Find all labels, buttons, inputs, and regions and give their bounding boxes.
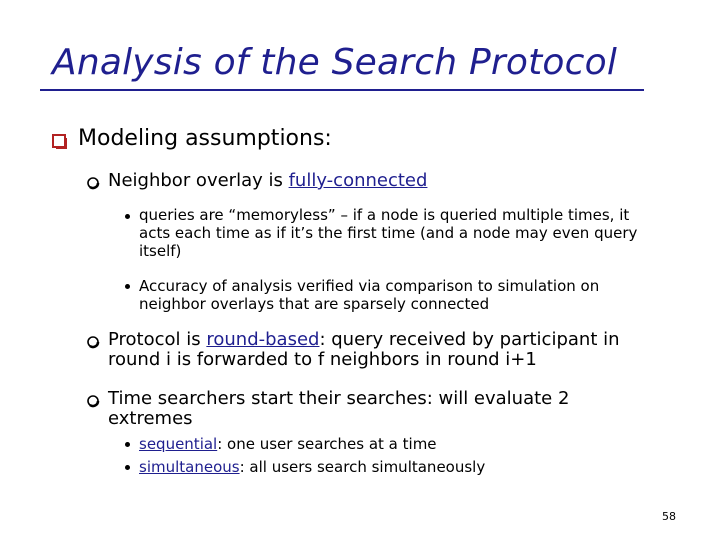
list-item-overlay [108,171,648,191]
circle-bullet-icon [86,335,100,349]
title-underline [40,89,644,91]
square-bullet-icon [52,134,68,150]
item-text: Neighbor overlay is [108,170,289,191]
page-number: 58 [662,510,676,523]
dot-bullet-icon [125,284,130,289]
item-text: : query received by participant in round i is forwarded to f neighbors in round i+1 [108,329,620,370]
sequential-link[interactable]: sequential [139,435,218,453]
sub-item-accuracy: Accuracy of analysis verified via comparison to simulation on neighbor overlays that are sparsely connected [139,277,600,313]
item-text: : one user searches at a time [217,435,437,453]
dot-bullet-icon [125,214,130,219]
dot-bullet-icon [125,442,130,447]
list-item-round-based [108,330,648,370]
list-item-time-searchers: Time searchers start their searches: will evaluate 2 extremes [108,388,570,429]
sub-item-simultaneous [139,458,659,476]
item-text: : all users search simultaneously [239,458,486,476]
sub-item-sequential [139,435,659,453]
slide-title: Analysis of the Search Protocol [52,42,618,83]
simultaneous-link[interactable]: simultaneous [139,458,240,476]
fully-connected-link[interactable]: fully-connected [288,170,428,191]
item-text: Protocol is [108,329,207,350]
circle-bullet-icon [86,176,100,190]
circle-bullet-icon [86,394,100,408]
round-based-link[interactable]: round-based [206,329,320,350]
dot-bullet-icon [125,465,130,470]
sub-item-memoryless: queries are “memoryless” – if a node is queried multiple times, it acts each time as if it’s the first time (and a node may even query itself) [139,206,638,260]
modeling-assumptions-heading: Modeling assumptions: [78,126,332,151]
